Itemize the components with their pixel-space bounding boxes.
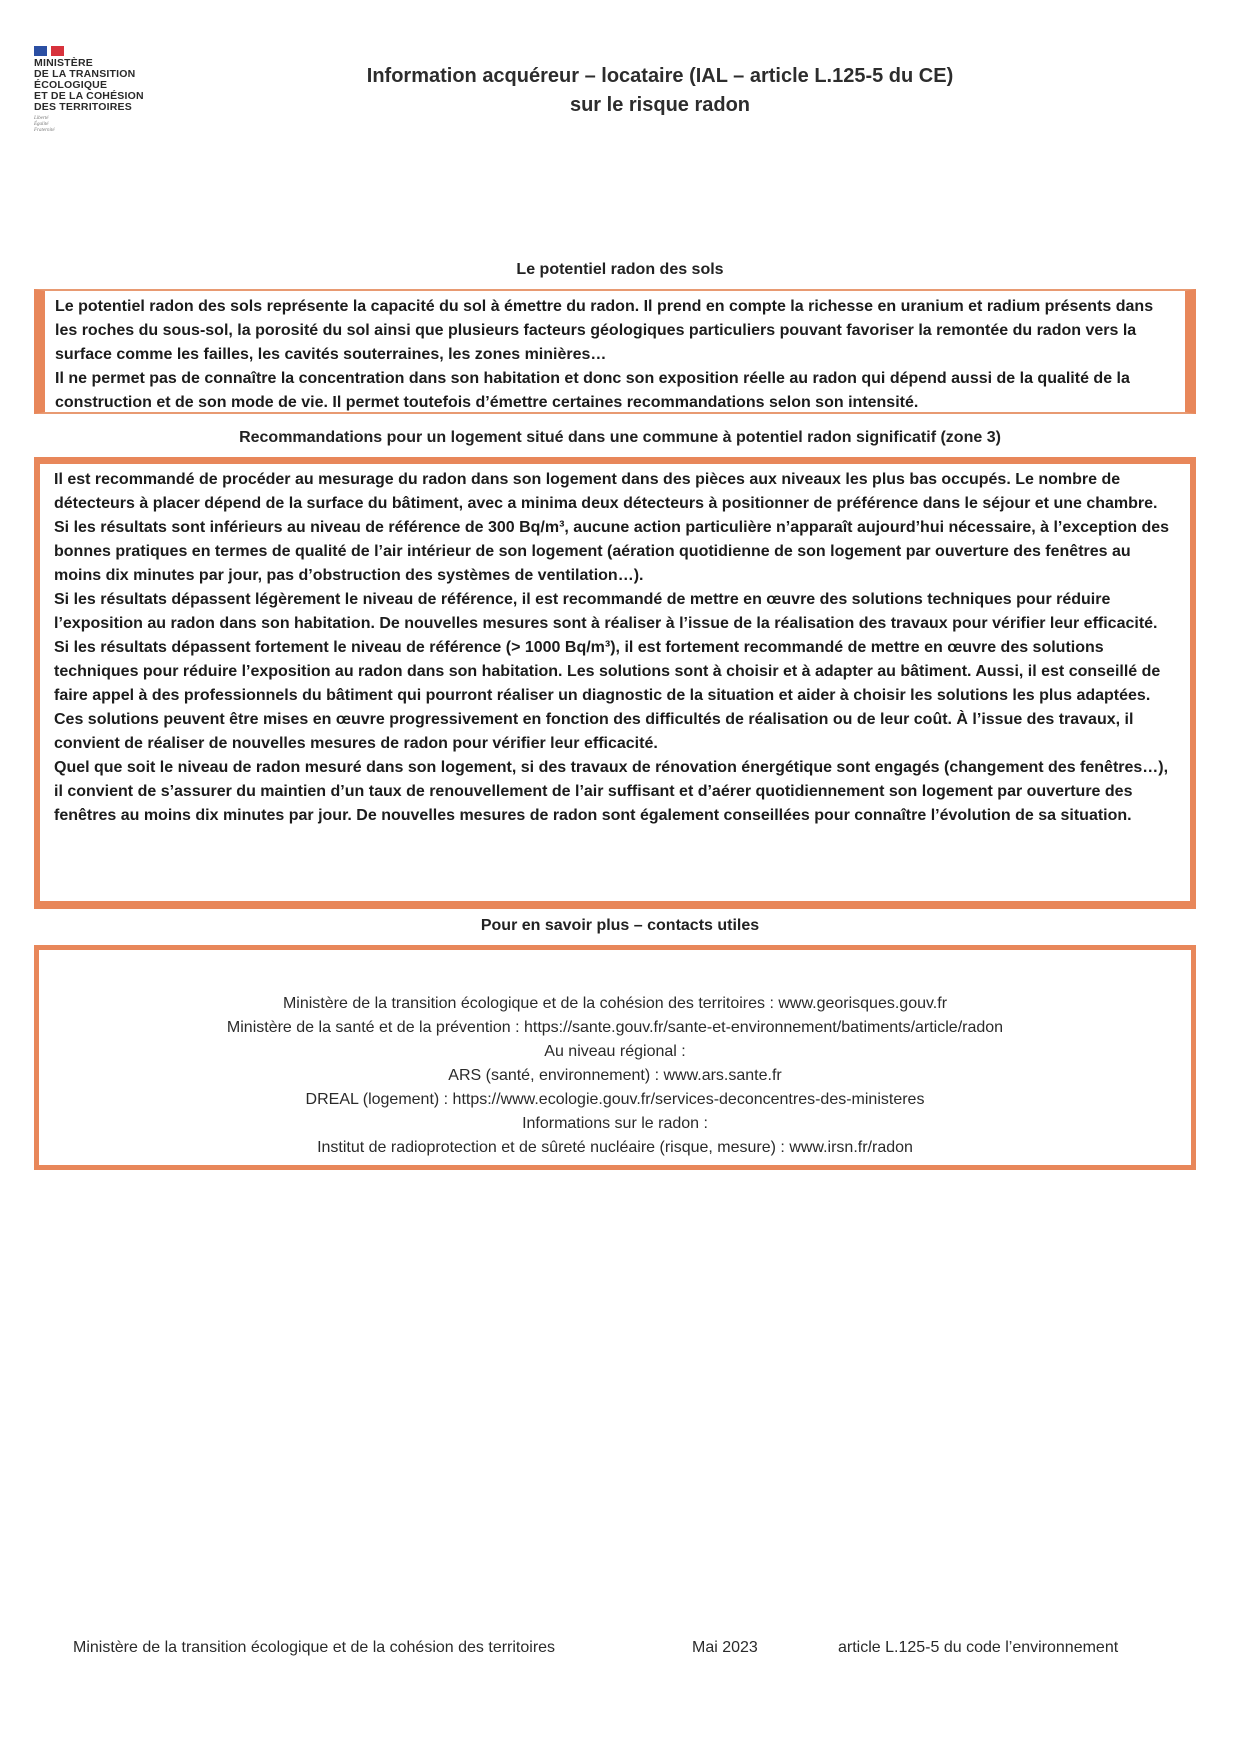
footer-ministry: Ministère de la transition écologique et de la cohésion des territoires <box>73 1639 556 1656</box>
ministry-line: ET DE LA COHÉSION <box>34 90 144 102</box>
contact-line: Ministère de la transition écologique et de la cohésion des territoires : www.georisques.gouv.fr <box>282 995 948 1012</box>
motto-line: Égalité <box>34 122 49 127</box>
ministry-logo <box>34 46 194 134</box>
title-line-1: Information acquéreur – locataire (IAL – article L.125-5 du CE) <box>366 65 954 87</box>
footer-date: Mai 2023 <box>692 1639 758 1656</box>
ministry-line: ÉCOLOGIQUE <box>34 79 108 91</box>
contact-line: Au niveau régional : <box>544 1043 686 1060</box>
paragraph: Si les résultats dépassent fortement le niveau de référence (> 1000 Bq/m³), il est fortement recommandé de mettre en œuvre des solutions techniques pour réduire l’exposition au radon dans son habitation. Les solutions sont à choisir et à adapter au bâtiment. Aussi, il est conseillé de faire appel à des professionnels du bâtiment qui pourront réaliser un diagnostic de la situation et aider à choisir les solutions les plus adaptées. Ces solutions peuvent être mises en œuvre progressivement en fonction des difficultés de réalisation ou de leur coût. À l’issue des travaux, il convient de réaliser de nouvelles mesures de radon pour vérifier leur efficacité. <box>54 639 1161 752</box>
contact-line: DREAL (logement) : https://www.ecologie.gouv.fr/services-deconcentres-des-ministeres <box>305 1091 925 1108</box>
motto-line: Fraternité <box>34 128 55 133</box>
motto-line: Liberté <box>34 116 49 121</box>
recommandations-box <box>34 457 1196 909</box>
contacts-box <box>34 945 1196 1170</box>
paragraph: Si les résultats dépassent légèrement le niveau de référence, il est recommandé de mettre en œuvre des solutions techniques pour réduire l’exposition au radon dans son habitation. De nouvelles mesures sont à réaliser à l’issue de la réalisation des travaux pour vérifier leur efficacité. <box>54 591 1158 632</box>
paragraph: Il est recommandé de procéder au mesurage du radon dans son logement dans des pièces aux niveaux les plus bas occupés. Le nombre de détecteurs à placer dépend de la surface du bâtiment, avec a minima deux détecteurs à positionner de préférence dans le séjour et une chambre. <box>54 471 1158 512</box>
paragraph: Quel que soit le niveau de radon mesuré dans son logement, si des travaux de rénovation énergétique sont engagés (changement des fenêtres…), il convient de s’assurer du maintien d’un taux de renouvellement de l’air suffisant et d’aérer quotidiennement son logement par ouverture des fenêtres au moins dix minutes par jour. De nouvelles mesures de radon sont également conseillées pour connaître l’évolution de sa situation. <box>54 759 1169 824</box>
ministry-line: DE LA TRANSITION <box>34 68 136 80</box>
ministry-line: MINISTÈRE <box>34 57 93 69</box>
footer-reference: article L.125-5 du code l’environnement <box>838 1639 1119 1656</box>
section-title-recommandations: Recommandations pour un logement situé dans une commune à potentiel radon significatif (zone 3) <box>239 429 1001 446</box>
ministry-name <box>34 58 194 113</box>
section-title-contacts: Pour en savoir plus – contacts utiles <box>480 917 760 934</box>
document-title <box>300 62 1020 120</box>
contact-line: Informations sur le radon : <box>522 1115 708 1132</box>
title-line-2: sur le risque radon <box>569 94 751 116</box>
contact-line: Ministère de la santé et de la prévention : https://sante.gouv.fr/sante-et-environnement/batiments/article/radon <box>226 1019 1004 1036</box>
french-flag-icon <box>34 46 194 56</box>
section-title-potentiel: Le potentiel radon des sols <box>516 261 724 278</box>
flag-blue-stripe <box>34 46 47 56</box>
flag-red-stripe <box>51 46 64 56</box>
ministry-line: DES TERRITOIRES <box>34 101 132 113</box>
paragraph: Si les résultats sont inférieurs au niveau de référence de 300 Bq/m³, aucune action particulière n’apparaît aujourd’hui nécessaire, à l’exception des bonnes pratiques en termes de qualité de l’air intérieur de son logement (aération quotidienne de son logement par ouverture des fenêtres au moins dix minutes par jour, pas d’obstruction des systèmes de ventilation…). <box>54 519 1170 584</box>
paragraph: Il ne permet pas de connaître la concentration dans son habitation et donc son exposition réelle au radon qui dépend aussi de la qualité de la construction et de son mode de vie. Il permet toutefois d’émettre certaines recommandations selon son intensité. <box>55 370 1130 411</box>
potentiel-radon-box <box>34 289 1196 414</box>
contact-line: Institut de radioprotection et de sûreté nucléaire (risque, mesure) : www.irsn.fr/radon <box>317 1139 913 1156</box>
republic-motto <box>34 116 194 134</box>
contact-line: ARS (santé, environnement) : www.ars.sante.fr <box>448 1067 782 1084</box>
paragraph: Le potentiel radon des sols représente la capacité du sol à émettre du radon. Il prend en compte la richesse en uranium et radium présents dans les roches du sous-sol, la porosité du sol ainsi que plusieurs facteurs géologiques particuliers pouvant favoriser la remontée du radon vers la surface comme les failles, les cavités souterraines, les zones minières… <box>55 298 1154 363</box>
